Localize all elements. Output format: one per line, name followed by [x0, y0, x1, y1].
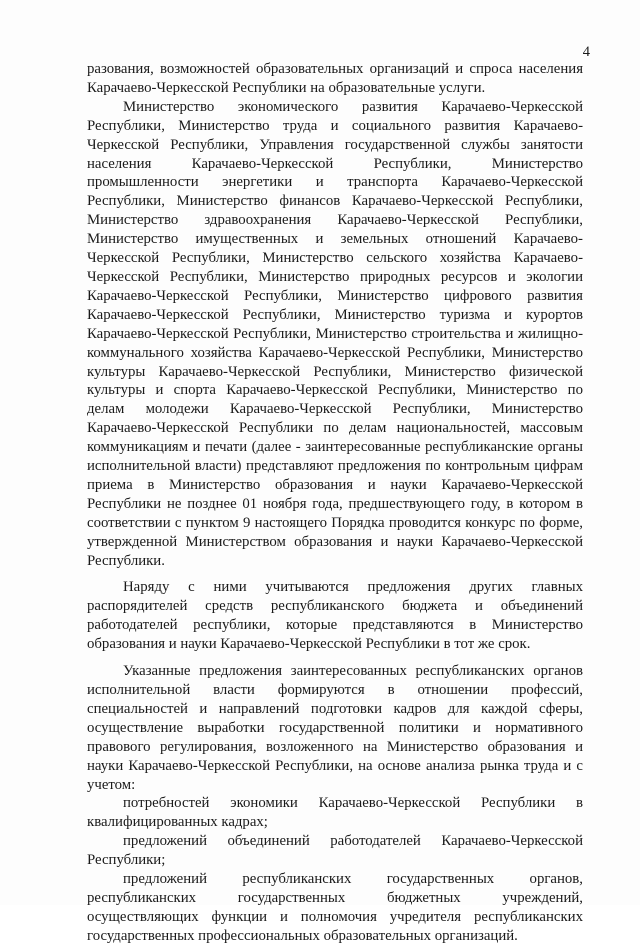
list-item-state-bodies-proposals: предложений республиканских государственных органов, республиканских государственных бюджетных учреждений, осуществляющих функции и полномочия учредителя республиканских государственных профессиональных образовательных организаций.: [87, 871, 583, 944]
list-item-employer-proposals: предложений объединений работодателей Карачаево-Черкесской Республики;: [87, 833, 583, 869]
body-text: [87, 60, 583, 946]
paragraph-proposals-formation: Указанные предложения заинтересованных республиканских органов исполнительной власти формируются в отношении профессий, специальностей и направлений подготовки кадров для каждой сферы, осуществление выработки государственной политики и нормативного правового регулирования, возложенного на Министерство образования и науки Карачаево-Черкесской Республики, на основе анализа рынка труда и с учетом:: [87, 663, 583, 793]
paragraph-ministries: Министерство экономического развития Карачаево-Черкесской Республики, Министерство труда и социального развития Карачаево-Черкесской Республики, Управления государственной службы занятости населения Карачаево-Черкесской Республики, Министерство промышленности энергетики и транспорта Карачаево-Черкесской Республики, Министерство финансов Карачаево-Черкесской Республики, Министерство здравоохранения Карачаево-Черкесской Республики, Министерство имущественных и земельных отношений Карачаево-Черкесской Республики, Министерство сельского хозяйства Карачаево-Черкесской Республики, Министерство природных ресурсов и экологии Карачаево-Черкесской Республики, Министерство цифрового развития Карачаево-Черкесской Республики, Министерство туризма и курортов Карачаево-Черкесской Республики, Министерство строительства и жилищно-коммунального хозяйства Карачаево-Черкесской Республики, Министерство культуры Карачаево-Черкесской Республики, Министерство физической культуры и спорта Карачаево-Черкесской Республики, Министерство по делам молодежи Карачаево-Черкесской Республики, Министерство Карачаево-Черкесской Республики по делам национальностей, массовым коммуникациям и печати (далее - заинтересованные республиканские органы исполнительной власти) представляют предложения по контрольным цифрам приема в Министерство образования и науки Карачаево-Черкесской Республики не позднее 01 ноября года, предшествующего году, в котором в соответствии с пунктом 9 настоящего Порядка проводится конкурс по форме, утвержденной Министерством образования и науки Карачаево-Черкесской Республики.: [87, 98, 583, 569]
paragraph-other-proposals: Наряду с ними учитываются предложения других главных распорядителей средств республиканского бюджета и объединений работодателей республики, которые представляются в Министерство образования и науки Карачаево-Черкесской Республики в тот же срок.: [87, 579, 583, 653]
paragraph-continuation: разования, возможностей образовательных организаций и спроса населения Карачаево-Черкесской Республики на образовательные услуги.: [87, 61, 583, 96]
list-item-economy-needs: потребностей экономики Карачаево-Черкесской Республики в квалифицированных кадрах;: [87, 795, 583, 831]
page-number: 4: [582, 44, 590, 60]
